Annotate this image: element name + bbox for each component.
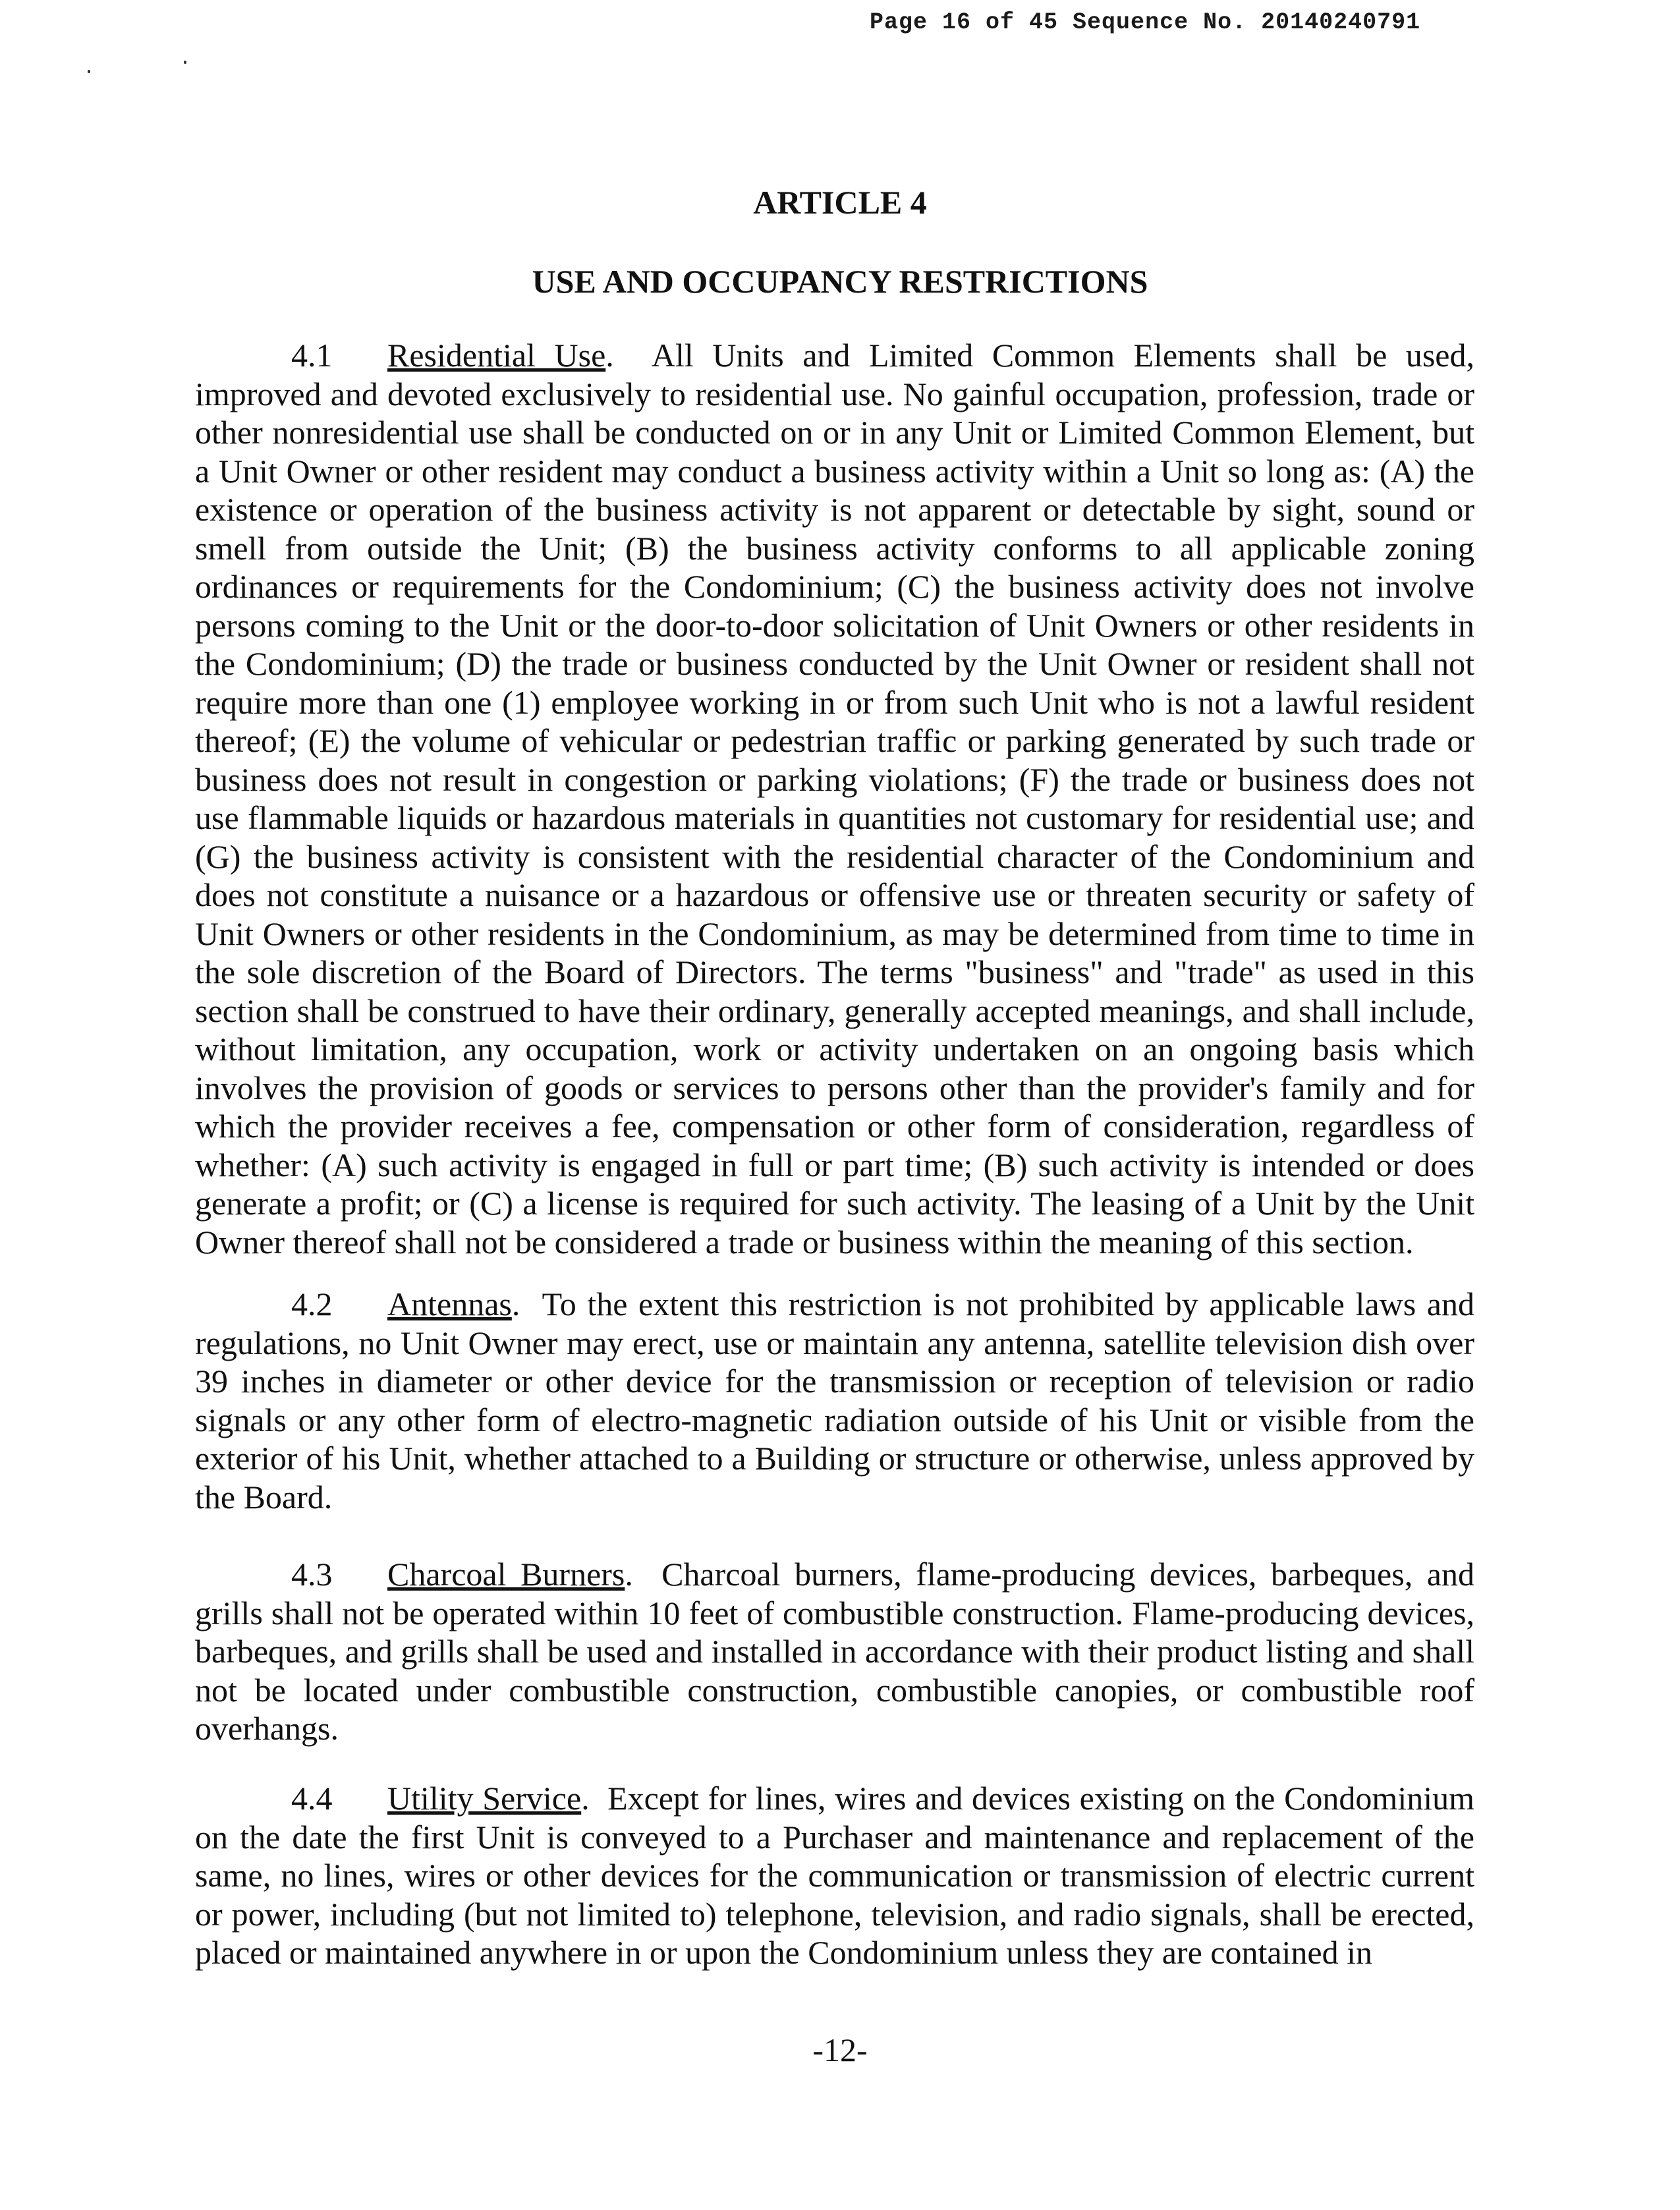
section-body: Except for lines, wires and devices existing on the Condominium on the date the first Unit is conveyed to a Purchaser and maintenance and replacement of the same, no lines, wires or other devices for the communication or transmission of electric current or power, including (but not limited to) telephone, television, and radio signals, shall be erected, placed or maintained anywhere in or upon the Condominium unless they are contained in: [195, 1780, 1475, 1971]
section-paragraph: 4.2 Antennas. To the extent this restriction is not prohibited by applicable laws and regulations, no Unit Owner may erect, use or maintain any antenna, satellite television dish over 39 inches in diameter or other device for the transmission or reception of television or radio signals or any other form of electro-magnetic radiation outside of his Unit or visible from the exterior of his Unit, whether attached to a Building or structure or otherwise, unless approved by the Board.: [195, 1286, 1475, 1516]
section-paragraph: 4.3 Charcoal Burners. Charcoal burners, flame-producing devices, barbeques, and grills shall not be operated within 10 feet of combustible construction. Flame-producing devices, barbeques, and grills shall be used and installed in accordance with their product listing and shall not be located under combustible construction, combustible canopies, or combustible roof overhangs.: [195, 1556, 1474, 1747]
section-number: 4.2: [291, 1286, 333, 1322]
section-paragraph: 4.1 Residential Use. All Units and Limited Common Elements shall be used, improved and devoted exclusively to residential use. No gainful occupation, profession, trade or other nonresidential use shall be conducted on or in any Unit or Limited Common Element, but a Unit Owner or other resident may conduct a business activity within a Unit so long as: (A) the existence or operation of the business activity is not apparent or detectable by sight, sound or smell from outside the Unit; (B) the business activity conforms to all applicable zoning ordinances or requirements for the Condominium; (C) the business activity does not involve persons coming to the Unit or the door-to-door solicitation of Unit Owners or other residents in the Condominium; (D) the trade or business conducted by the Unit Owner or resident shall not require more than one (1) employee working in or from such Unit who is not a lawful resident thereof; (E) the volume of vehicular or pedestrian traffic or parking generated by such trade or business does not result in congestion or parking violations; (F) the trade or business does not use flammable liquids or hazardous materials in quantities not customary for residential use; and (G) the business activity is consistent with the residential character of the Condominium and does not constitute a nuisance or a hazardous or offensive use or threaten security or safety of Unit Owners or other residents in the Condominium, as may be determined from time to time in the sole discretion of the Board of Directors. The terms "business" and "trade" as used in this section shall be construed to have their ordinary, generally accepted meanings, and shall include, without limitation, any occupation, work or activity undertaken on an ongoing basis which involves the provision of goods or services to persons other than the provider's family and for which the provider receives a fee, compensation or other form of consideration, regardless of whether: (A) such activity is engaged in full or part time; (B) such activity is intended or does generate a profit; or (C) a license is required for such activity. The leasing of a Unit by the Unit Owner thereof shall not be considered a trade or business within the meaning of this section.: [195, 337, 1474, 1261]
section-4-2: [195, 1285, 1474, 1516]
scan-speck: [88, 70, 90, 73]
section-heading: Residential Use: [387, 337, 606, 374]
section-4-1: [195, 336, 1474, 1261]
section-4-3: [195, 1555, 1474, 1748]
section-heading: Charcoal Burners: [387, 1556, 625, 1593]
section-body: To the extent this restriction is not prohibited by applicable laws and regulations, no Unit Owner may erect, use or maintain any antenna, satellite television dish over 39 inches in diameter or other device for the transmission or reception of television or radio signals or any other form of electro-magnetic radiation outside of his Unit or visible from the exterior of his Unit, whether attached to a Building or structure or otherwise, unless approved by the Board.: [195, 1286, 1475, 1516]
scan-speck: [184, 61, 186, 64]
article-subtitle: USE AND OCCUPANCY RESTRICTIONS: [532, 263, 1148, 300]
page-number: -12-: [812, 2031, 868, 2068]
section-heading: Utility Service: [387, 1780, 582, 1817]
section-number: 4.4: [291, 1780, 333, 1817]
section-number: 4.3: [291, 1556, 333, 1593]
page-header: Page 16 of 45 Sequence No. 20140240791: [870, 9, 1421, 36]
section-paragraph: 4.4 Utility Service. Except for lines, wires and devices existing on the Condominium on the date the first Unit is conveyed to a Purchaser and maintenance and replacement of the same, no lines, wires or other devices for the communication or transmission of electric current or power, including (but not limited to) telephone, television, and radio signals, shall be erected, placed or maintained anywhere in or upon the Condominium unless they are contained in: [195, 1780, 1475, 1971]
section-body: Charcoal burners, flame-producing devices, barbeques, and grills shall not be operated within 10 feet of combustible construction. Flame-producing devices, barbeques, and grills shall be used and installed in accordance with their product listing and shall not be located under combustible construction, combustible canopies, or combustible roof overhangs.: [195, 1556, 1474, 1747]
section-number: 4.1: [291, 337, 333, 374]
section-4-4: [195, 1779, 1474, 1972]
section-body: All Units and Limited Common Elements shall be used, improved and devoted exclusively to residential use. No gainful occupation, profession, trade or other nonresidential use shall be conducted on or in any Unit or Limited Common Element, but a Unit Owner or other resident may conduct a business activity within a Unit so long as: (A) the existence or operation of the business activity is not apparent or detectable by sight, sound or smell from outside the Unit; (B) the business activity conforms to all applicable zoning ordinances or requirements for the Condominium; (C) the business activity does not involve persons coming to the Unit or the door-to-door solicitation of Unit Owners or other residents in the Condominium; (D) the trade or business conducted by the Unit Owner or resident shall not require more than one (1) employee working in or from such Unit who is not a lawful resident thereof; (E) the volume of vehicular or pedestrian traffic or parking generated by such trade or business does not result in congestion or parking violations; (F) the trade or business does not use flammable liquids or hazardous materials in quantities not customary for residential use; and (G) the business activity is consistent with the residential character of the Condominium and does not constitute a nuisance or a hazardous or offensive use or threaten security or safety of Unit Owners or other residents in the Condominium, as may be determined from time to time in the sole discretion of the Board of Directors. The terms "business" and "trade" as used in this section shall be construed to have their ordinary, generally accepted meanings, and shall include, without limitation, any occupation, work or activity undertaken on an ongoing basis which involves the provision of goods or services to persons other than the provider's family and for which the provider receives a fee, compensation or other form of consideration, regardless of whether: (A) such activity is engaged in full or part time; (B) such activity is intended or does generate a profit; or (C) a license is required for such activity. The leasing of a Unit by the Unit Owner thereof shall not be considered a trade or business within the meaning of this section.: [195, 337, 1474, 1261]
article-title: ARTICLE 4: [753, 184, 927, 221]
section-heading: Antennas: [387, 1286, 512, 1322]
